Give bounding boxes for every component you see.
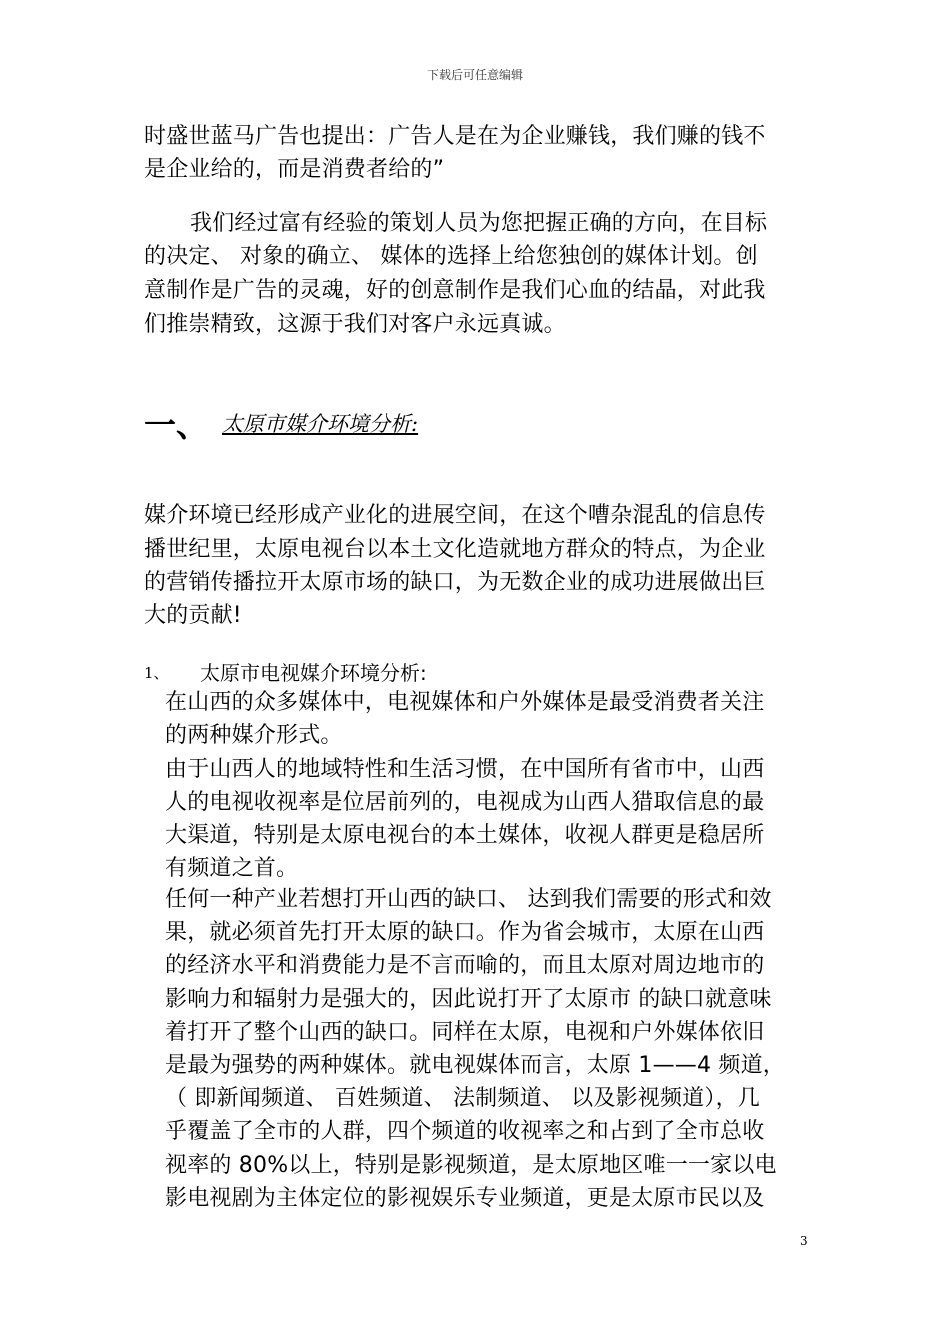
page-header-note: 下载后可任意编辑 xyxy=(426,68,523,82)
section-title: 太原市媒介环境分析: xyxy=(222,412,419,436)
intro-line: 是企业给的，而是消费者给的” xyxy=(144,157,445,182)
section-intro-line: 播世纪里，太原电视台以本土文化造就地方群众的特点，为企业 xyxy=(144,537,766,562)
subsection-number: 1、 xyxy=(144,664,169,682)
body-line: 由于山西人的地域特性和生活习惯，在中国所有省市中，山西 xyxy=(165,757,765,782)
body-line: 果，就必须首先打开太原的缺口。作为省会城市，太原在山西 xyxy=(165,920,765,945)
section-intro-line: 的营销传播拉开太原市场的缺口，为无数企业的成功进展做出巨 xyxy=(144,570,766,595)
paragraph-line: 们推崇精致，这源于我们对客户永远真诚。 xyxy=(144,312,566,337)
body-line: 有频道之首。 xyxy=(165,856,299,881)
section-number: 一、 xyxy=(144,406,209,444)
body-line: 是最为强势的两种媒体。就电视媒体而言，太原 1——4 频道， xyxy=(165,1053,785,1078)
subsection-title: 太原市电视媒介环境分析: xyxy=(200,661,427,685)
body-line: 影响力和辐射力是强大的，因此说打开了太原市 的缺口就意味 xyxy=(165,987,772,1012)
paragraph-line: 我们经过富有经验的策划人员为您把握正确的方向，在目标 xyxy=(190,211,768,236)
body-line: 的两种媒介形式。 xyxy=(165,723,343,748)
body-line: 视率的 80%以上，特别是影视频道，是太原地区唯一一家以电 xyxy=(165,1153,777,1178)
body-line: 乎覆盖了全市的人群，四个频道的收视率之和占到了全市总收 xyxy=(165,1119,765,1144)
body-line: 人的电视收视率是位居前列的，电视成为山西人猎取信息的最 xyxy=(165,790,765,815)
section-heading xyxy=(144,400,418,446)
section-intro-line: 媒介环境已经形成产业化的进展空间，在这个嘈杂混乱的信息传 xyxy=(144,503,766,528)
intro-line: 时盛世蓝马广告也提出：广告人是在为企业赚钱，我们赚的钱不 xyxy=(144,124,766,149)
body-line: 着打开了整个山西的缺口。同样在太原，电视和户外媒体依旧 xyxy=(165,1020,765,1045)
body-line: 的经济水平和消费能力是不言而喻的，而且太原对周边地市的 xyxy=(165,953,765,978)
paragraph-line: 意制作是广告的灵魂，好的创意制作是我们心血的结晶，对此我 xyxy=(144,278,766,303)
body-line: 任何一种产业若想打开山西的缺口、 达到我们需要的形式和效 xyxy=(165,887,772,912)
paragraph-line: 的决定、 对象的确立、 媒体的选择上给您独创的媒体计划。创 xyxy=(144,244,758,269)
body-line: 影电视剧为主体定位的影视娱乐专业频道，更是太原市民以及 xyxy=(165,1186,765,1211)
section-intro-line: 大的贡献! xyxy=(144,603,242,628)
body-line: 在山西的众多媒体中，电视媒体和户外媒体是最受消费者关注 xyxy=(165,690,765,715)
body-line: 大渠道，特别是太原电视台的本土媒体，收视人群更是稳居所 xyxy=(165,823,765,848)
body-line: （ 即新闻频道、 百姓频道、 法制频道、 以及影视频道），几 xyxy=(165,1086,760,1111)
page-number: 3 xyxy=(800,1234,808,1248)
